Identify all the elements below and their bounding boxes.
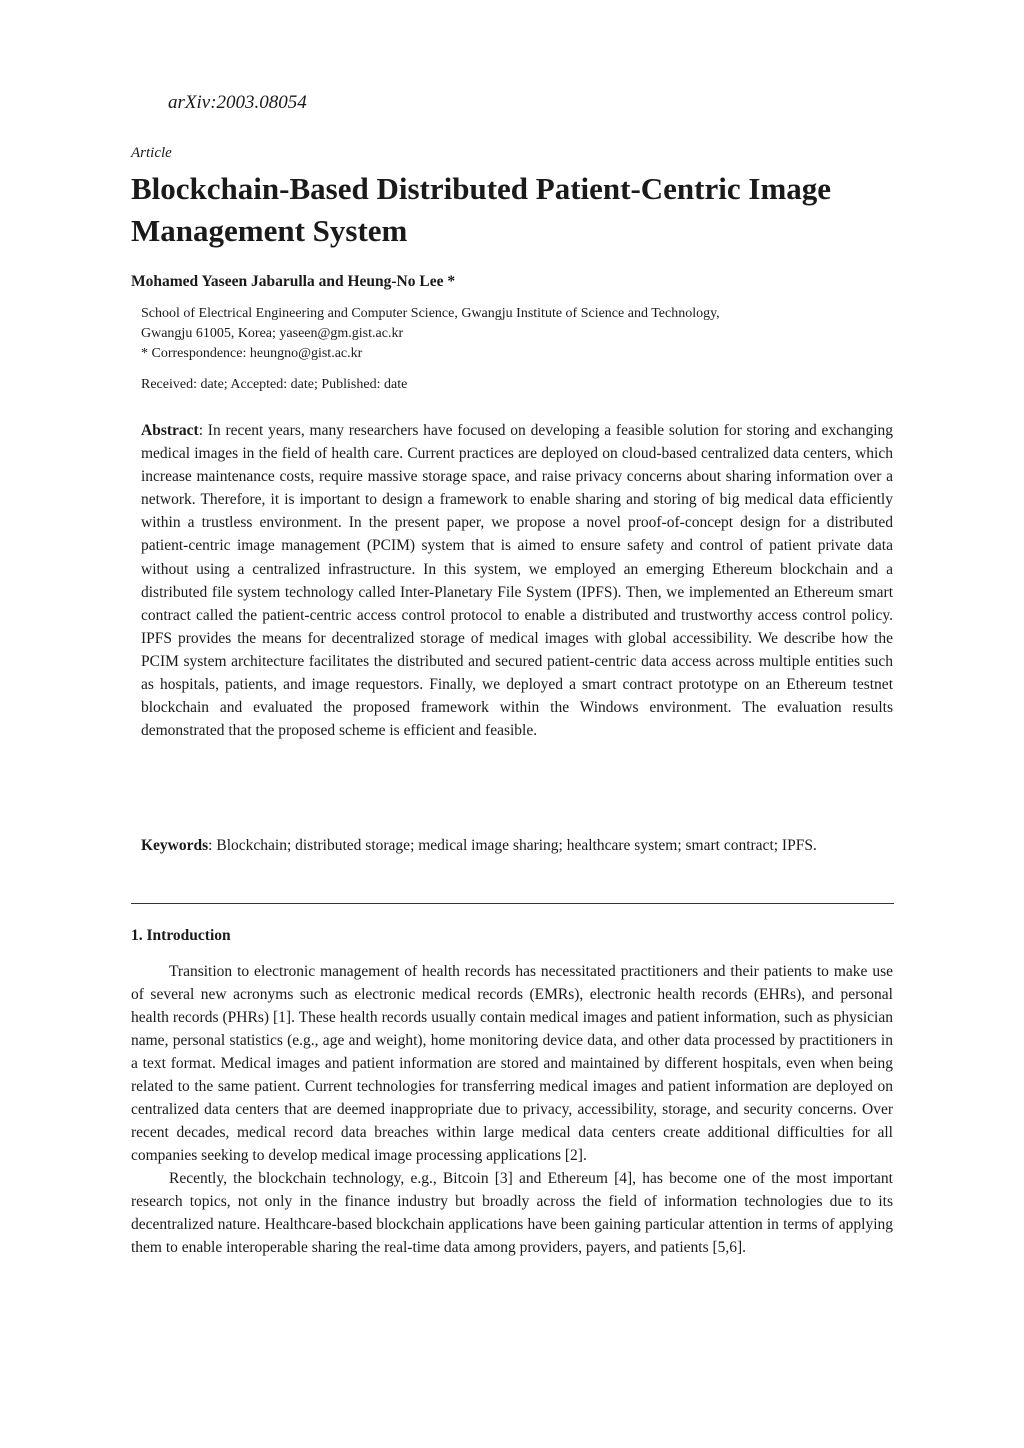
article-type-label: Article	[131, 145, 172, 161]
section-heading-introduction: 1. Introduction	[131, 927, 231, 944]
body-paragraph: Recently, the blockchain technology, e.g., Bitcoin [3] and Ethereum [4], has become one of the most important research topics, not only in the finance industry but broadly across the field of information technologies due to its decentralized nature. Healthcare-based blockchain applications have been gaining particular attention in terms of applying them to enable interoperable sharing the real-time data among providers, payers, and patients [5,6].	[131, 1170, 893, 1256]
abstract-label: Abstract	[141, 422, 199, 439]
abstract: Abstract: In recent years, many researchers have focused on developing a feasible solution for storing and exchanging medical images in the field of health care. Current practices are deployed on cloud-based centralized data centers, which increase maintenance costs, require massive storage space, and raise privacy concerns about sharing information over a network. Therefore, it is important to design a framework to enable sharing and storing of big medical data efficiently within a trustless environment. In the present paper, we propose a novel proof-of-concept design for a distributed patient-centric image management (PCIM) system that is aimed to ensure safety and control of patient private data without using a centralized infrastructure. In this system, we employed an emerging Ethereum blockchain and a distributed file system technology called Inter-Planetary File System (IPFS). Then, we implemented an Ethereum smart contract called the patient-centric access control protocol to enable a distributed and trustworthy access control policy. IPFS provides the means for decentralized storage of medical images with global accessibility. We describe how the PCIM system architecture facilitates the distributed and secured patient-centric data access across multiple entities such as hospitals, patients, and image requestors. Finally, we deployed a smart contract prototype on an Ethereum testnet blockchain and evaluated the proposed framework within the Windows environment. The evaluation results demonstrated that the proposed scheme is efficient and feasible.	[141, 422, 894, 740]
arxiv-identifier: arXiv:2003.08054	[168, 92, 307, 113]
keywords-label: Keywords	[141, 837, 209, 854]
keywords-text: Blockchain; distributed storage; medical image sharing; healthcare system; smart contract; IPFS.	[216, 837, 817, 854]
publication-dates: Received: date; Accepted: date; Published: date	[141, 377, 408, 392]
section-divider	[131, 903, 894, 904]
author-list: Mohamed Yaseen Jabarulla and Heung-No Lee *	[131, 273, 456, 290]
keywords: Keywords: Blockchain; distributed storage; medical image sharing; healthcare system; smart contract; IPFS.	[141, 837, 817, 854]
paper-title: Blockchain-Based Distributed Patient-Centric Image Management System	[131, 171, 832, 248]
introduction-body	[131, 960, 893, 1259]
correspondence-line: * Correspondence: heungno@gist.ac.kr	[141, 346, 363, 361]
affiliation-line-2: Gwangju 61005, Korea; yaseen@gm.gist.ac.kr	[141, 326, 404, 341]
body-paragraph: Transition to electronic management of health records has necessitated practitioners and their patients to make use of several new acronyms such as electronic medical records (EMRs), electronic health records (EHRs), and personal health records (PHRs) [1]. These health records usually contain medical images and patient information, such as physician name, personal statistics (e.g., age and weight), home monitoring device data, and other data processed by practitioners in a text format. Medical images and patient information are stored and maintained by different hospitals, even when being related to the same patient. Current technologies for transferring medical images and patient information are deployed on centralized data centers that are deemed inappropriate due to privacy, accessibility, storage, and security concerns. Over recent decades, medical record data breaches within large medical data centers create additional difficulties for all companies seeking to develop medical image processing applications [2].	[131, 963, 893, 1164]
affiliation-line-1: School of Electrical Engineering and Computer Science, Gwangju Institute of Science and Technology,	[141, 306, 720, 321]
abstract-text: In recent years, many researchers have focused on developing a feasible solution for storing and exchanging medical images in the field of health care. Current practices are deployed on cloud-based centralized data centers, which increase maintenance costs, require massive storage space, and raise privacy concerns about sharing information over a network. Therefore, it is important to design a framework to enable sharing and storing of big medical data efficiently within a trustless environment. In the present paper, we propose a novel proof-of-concept design for a distributed patient-centric image management (PCIM) system that is aimed to ensure safety and control of patient private data without using a centralized infrastructure. In this system, we employed an emerging Ethereum blockchain and a distributed file system technology called Inter-Planetary File System (IPFS). Then, we implemented an Ethereum smart contract called the patient-centric access control protocol to enable a distributed and trustworthy access control policy. IPFS provides the means for decentralized storage of medical images with global accessibility. We describe how the PCIM system architecture facilitates the distributed and secured patient-centric data access across multiple entities such as hospitals, patients, and image requestors. Finally, we deployed a smart contract prototype on an Ethereum testnet blockchain and evaluated the proposed framework within the Windows environment. The evaluation results demonstrated that the proposed scheme is efficient and feasible.	[141, 422, 894, 740]
affiliation-block	[141, 304, 901, 364]
